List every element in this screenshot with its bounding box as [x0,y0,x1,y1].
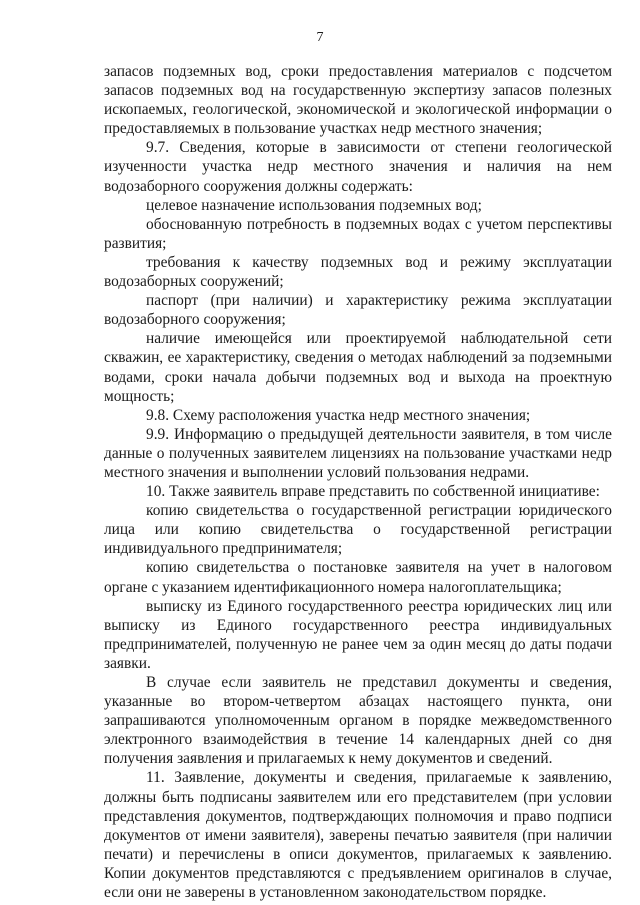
paragraph-9-7: 9.7. Сведения, которые в зависимости от степени геологической изученности участка недр местного значения и наличия на нем водозаборного сооружения должны содержать: [104,139,612,195]
paragraph-10: 10. Также заявитель вправе представить по собственной инициативе: [146,483,600,501]
paragraph-9-9: 9.9. Информацию о предыдущей деятельности заявителя, в том числе данные о полученных заявителем лицензиях на пользование участками недр местного значения и выполнении условий пользования недрами. [104,425,612,481]
paragraph-continuation: запасов подземных вод, сроки предоставления материалов с подсчетом запасов подземных вод на государственную экспертизу запасов полезных ископаемых, геологической, экономической и экологической информации о предоставляемых в пользование участках недр местного значения; [104,63,612,138]
paragraph-note: В случае если заявитель не представил документы и сведения, указанные во втором-четвертом абзацах настоящего пункта, они запрашиваются уполномоченным органом в порядке межведомственного электронного взаимодействия в течение 14 календарных дней со дня получения заявления и прилагаемых к нему документов и сведений. [104,674,612,768]
list-item: копию свидетельства о государственной регистрации юридического лица или копию свидетельства о государственной регистрации индивидуального предпринимателя; [104,502,612,558]
page-number: 7 [316,30,324,45]
list-item: наличие имеющейся или проектируемой наблюдательной сети скважин, ее характеристику, сведения о методах наблюдений за подземными водами, сроки начала добычи подземных вод и выхода на проектную мощность; [104,330,612,405]
list-item: обоснованную потребность в подземных водах с учетом перспективы развития; [104,215,612,252]
list-item: паспорт (при наличии) и характеристику режима эксплуатации водозаборного сооружения; [104,292,612,329]
list-item: копию свидетельства о постановке заявителя на учет в налоговом органе с указанием идентификационного номера налогоплательщика; [104,559,612,596]
list-item: требования к качеству подземных вод и режиму эксплуатации водозаборных сооружений; [104,253,612,291]
list-item: целевое назначение использования подземных вод; [146,196,482,214]
list-item: выписку из Единого государственного реестра юридических лиц или выписку из Единого государственного реестра индивидуальных предпринимателей, полученную не ранее чем за один месяц до даты подачи заявки. [104,597,612,672]
paragraph-9-8: 9.8. Схему расположения участка недр местного значения; [146,406,531,424]
paragraph-11: 11. Заявление, документы и сведения, прилагаемые к заявлению, должны быть подписаны заявителем или его представителем (при условии представления документов, подтверждающих полномочия и право подписи документов от имени заявителя), заверены печатью заявителя (при наличии печати) и перечислены в описи документов, прилагаемых к заявлению. Копии документов представляются с предъявлением оригиналов в случае, если они не заверены в установленном законодательством порядке. [104,769,612,902]
document-body [104,62,612,902]
